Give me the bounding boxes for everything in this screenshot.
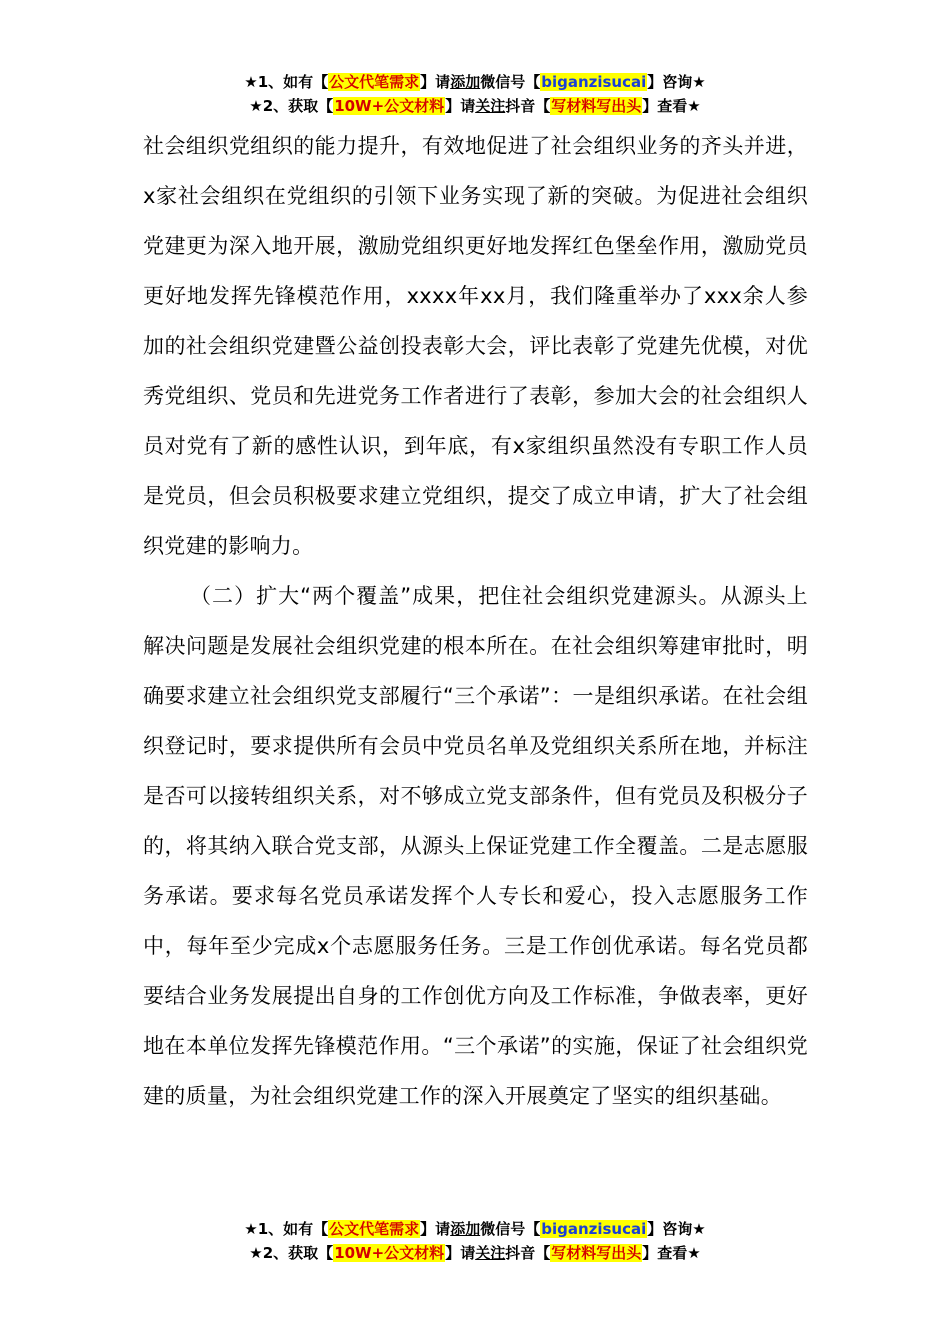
banner-text: 抖音【 xyxy=(505,97,551,115)
banner-text: 抖音【 xyxy=(505,1244,551,1262)
banner-text: ★2、获取【 xyxy=(249,1244,334,1262)
banner-text: 】咨询★ xyxy=(647,73,706,91)
banner-line-2 xyxy=(0,1241,950,1265)
banner-text: 微信号【 xyxy=(480,1220,541,1238)
banner-line-1 xyxy=(0,70,950,94)
banner-text: 】请 xyxy=(445,1244,476,1262)
banner-underlined-text: 添加 xyxy=(450,1220,481,1238)
banner-text: 】请 xyxy=(420,73,451,91)
banner-text: 微信号【 xyxy=(480,73,541,91)
document-body xyxy=(143,121,808,1121)
banner-text: 】查看★ xyxy=(642,1244,701,1262)
banner-text: 】查看★ xyxy=(642,97,701,115)
paragraph-2: （二）扩大“两个覆盖”成果，把住社会组织党建源头。从源头上解决问题是发展社会组织党建的根本所在。在社会组织筹建审批时，明确要求建立社会组织党支部履行“三个承诺”：一是组织承诺。在社会组织登记时，要求提供所有会员中党员名单及党组织关系所在地，并标注是否可以接转组织关系，对不够成立党支部条件，但有党员及积极分子的，将其纳入联合党支部，从源头上保证党建工作全覆盖。二是志愿服务承诺。要求每名党员承诺发挥个人专长和爱心，投入志愿服务工作中，每年至少完成x个志愿服务任务。三是工作创优承诺。每名党员都要结合业务发展提出自身的工作创优方向及工作标准，争做表率，更好地在本单位发挥先锋模范作用。“三个承诺”的实施，保证了社会组织党建的质量，为社会组织党建工作的深入开展奠定了坚实的组织基础。 xyxy=(143,584,808,1108)
banner-text: ★2、获取【 xyxy=(249,97,334,115)
banner-underlined-text: 关注 xyxy=(475,1244,506,1262)
banner-text: 】请 xyxy=(420,1220,451,1238)
banner-line-2 xyxy=(0,94,950,118)
banner-highlight: 写材料写出头 xyxy=(551,1244,642,1262)
banner-highlight: biganzisucai xyxy=(541,73,647,91)
banner-highlight: 公文代笔需求 xyxy=(329,73,420,91)
banner-highlight: biganzisucai xyxy=(541,1220,647,1238)
banner-line-1 xyxy=(0,1217,950,1241)
banner-text: 】咨询★ xyxy=(647,1220,706,1238)
header-banner xyxy=(0,70,950,118)
banner-underlined-text: 关注 xyxy=(475,97,506,115)
banner-highlight: 写材料写出头 xyxy=(551,97,642,115)
banner-highlight: 公文代笔需求 xyxy=(329,1220,420,1238)
banner-text: 】请 xyxy=(445,97,476,115)
footer-banner xyxy=(0,1217,950,1265)
banner-text: ★1、如有【 xyxy=(244,73,329,91)
paragraph-1: 社会组织党组织的能力提升，有效地促进了社会组织业务的齐头并进，x家社会组织在党组织的引领下业务实现了新的突破。为促进社会组织党建更为深入地开展，激励党组织更好地发挥红色堡垒作用，激励党员更好地发挥先锋模范作用，xxxx年xx月，我们隆重举办了xxx余人参加的社会组织党建暨公益创投表彰大会，评比表彰了党建先优模，对优秀党组织、党员和先进党务工作者进行了表彰，参加大会的社会组织人员对党有了新的感性认识，到年底，有x家组织虽然没有专职工作人员是党员，但会员积极要求建立党组织，提交了成立申请，扩大了社会组织党建的影响力。 xyxy=(143,134,808,558)
banner-text: ★1、如有【 xyxy=(244,1220,329,1238)
banner-underlined-text: 添加 xyxy=(450,73,481,91)
banner-highlight: 10W+公文材料 xyxy=(334,1244,445,1262)
banner-highlight: 10W+公文材料 xyxy=(334,97,445,115)
